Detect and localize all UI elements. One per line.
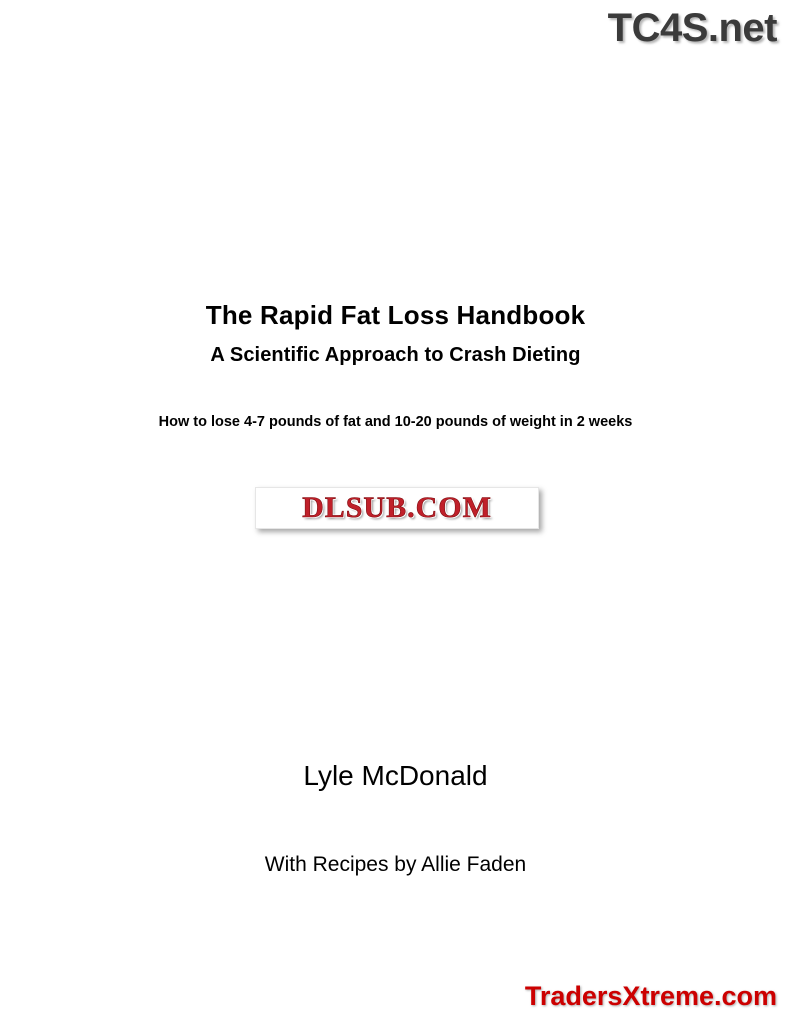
site-watermark-top: TC4S.net xyxy=(607,6,777,50)
dlsub-stamp xyxy=(255,487,539,529)
title-block xyxy=(0,300,791,367)
page-subtitle: A Scientific Approach to Crash Dieting xyxy=(210,344,581,367)
site-watermark-bottom: TradersXtreme.com xyxy=(524,981,777,1011)
author-name: Lyle McDonald xyxy=(303,760,488,791)
recipes-credit: With Recipes by Allie Faden xyxy=(264,853,527,876)
tagline-text: How to lose 4-7 pounds of fat and 10-20 pounds of weight in 2 weeks xyxy=(158,414,633,430)
dlsub-stamp-label: DLSUB.COM xyxy=(302,491,492,524)
page-title: The Rapid Fat Loss Handbook xyxy=(205,300,586,330)
